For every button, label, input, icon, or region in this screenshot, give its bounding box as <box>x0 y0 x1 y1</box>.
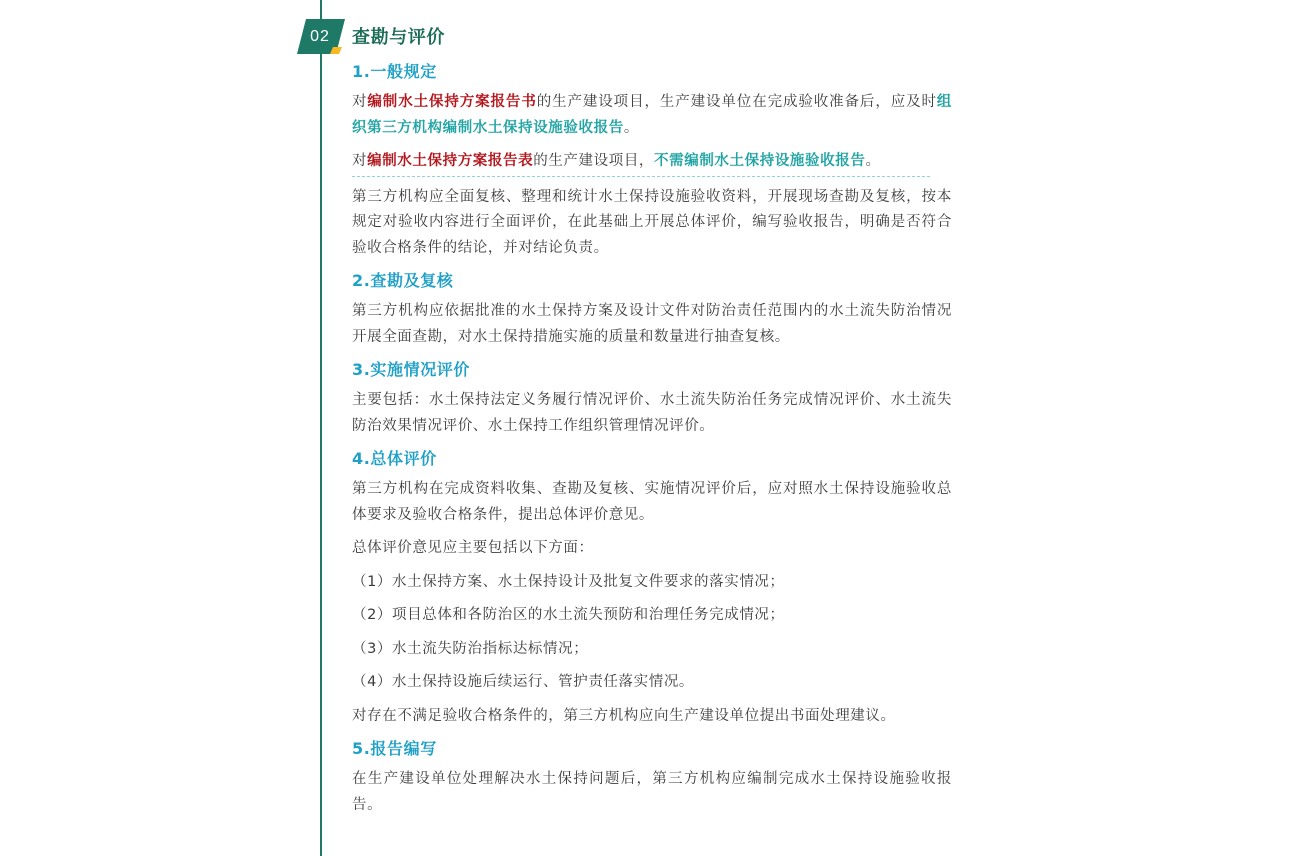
section-number: 02 <box>310 28 330 45</box>
highlight-teal: 不需编制水土保持设施验收报告 <box>654 153 866 169</box>
text: 对 <box>352 153 368 169</box>
paragraph <box>352 90 952 141</box>
paragraph: 总体评价意见应主要包括以下方面： <box>352 540 594 556</box>
paragraph: 主要包括：水土保持法定义务履行情况评价、水土流失防治任务完成情况评价、水土流失防治效果情况评价、水土保持工作组织管理情况评价。 <box>352 392 952 434</box>
highlight-red: 编制水土保持方案报告表 <box>367 153 534 169</box>
text: 的生产建设项目，生产建设单位在完成验收准备后，应及时 <box>536 94 937 110</box>
timeline-vertical-line <box>320 0 322 856</box>
list-item: （1）水土保持方案、水土保持设计及批复文件要求的落实情况； <box>352 573 785 590</box>
list-item: （4）水土保持设施后续运行、管护责任落实情况。 <box>352 674 695 690</box>
subheading-inspection: 2.查勘及复核 <box>352 271 454 290</box>
text: 。 <box>623 119 639 136</box>
subheading-general-rules: 1.一般规定 <box>352 62 437 81</box>
subheading-overall-evaluation: 4.总体评价 <box>352 449 437 468</box>
subheading-report-writing: 5.报告编写 <box>352 739 437 758</box>
text: 对 <box>352 94 368 110</box>
section-title: 查勘与评价 <box>352 27 445 48</box>
text: 。 <box>865 153 881 169</box>
paragraph <box>352 149 952 177</box>
paragraph: 第三方机构在完成资料收集、查勘及复核、实施情况评价后，应对照水土保持设施验收总体要求及验收合格条件，提出总体评价意见。 <box>352 481 952 523</box>
paragraph: 第三方机构应全面复核、整理和统计水土保持设施验收资料，开展现场查勘及复核，按本规定对验收内容进行全面评价，在此基础上开展总体评价，编写验收报告，明确是否符合验收合格条件的结论，并对结论负责。 <box>352 188 952 256</box>
list-item: （2）项目总体和各防治区的水土流失预防和治理任务完成情况； <box>352 607 785 623</box>
list-item: （3）水土流失防治指标达标情况； <box>352 640 589 657</box>
section-number-badge <box>297 19 345 54</box>
paragraph: 在生产建设单位处理解决水土保持问题后，第三方机构应编制完成水土保持设施验收报告。 <box>352 771 952 813</box>
text: 的生产建设项目， <box>533 153 655 169</box>
paragraph: 第三方机构应依据批准的水土保持方案及设计文件对防治责任范围内的水土流失防治情况开展全面查勘，对水土保持措施实施的质量和数量进行抽查复核。 <box>352 303 952 345</box>
subheading-implementation-evaluation: 3.实施情况评价 <box>352 360 471 379</box>
paragraph: 对存在不满足验收合格条件的，第三方机构应向生产建设单位提出书面处理建议。 <box>352 707 896 724</box>
dashed-underline-line <box>352 149 930 177</box>
highlight-red: 编制水土保持方案报告书 <box>367 94 537 110</box>
highlight-teal: 组织第三方机构编制水土保持设施验收报告 <box>352 94 952 136</box>
article-content <box>352 24 952 826</box>
